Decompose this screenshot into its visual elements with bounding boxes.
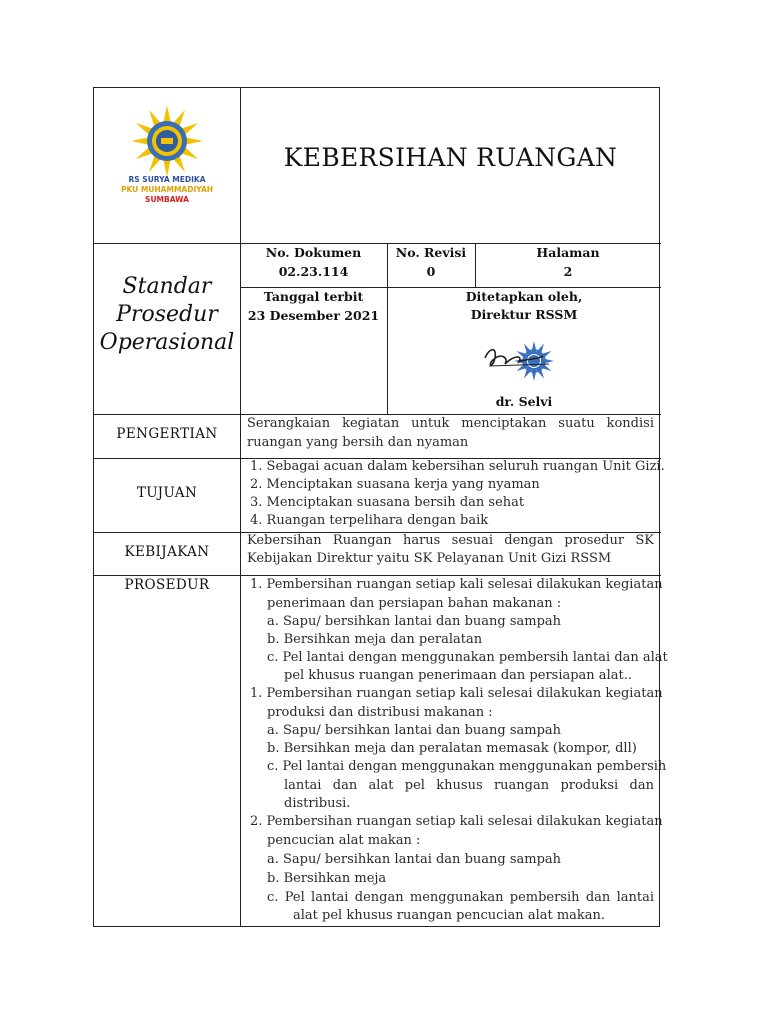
prosedur-line: distribusi. <box>284 796 351 811</box>
sop-label-line: Standar <box>122 274 212 299</box>
prosedur-line: c. Pel lantai dengan menggunakan pembersih dan lantai <box>267 890 654 905</box>
prosedur-line: pencucian alat makan : <box>267 833 421 848</box>
prosedur-line: a. Sapu/ bersihkan lantai dan buang sampah <box>267 614 562 629</box>
section-label-kebijakan: KEBIJAKAN <box>124 544 210 560</box>
tujuan-item: 4. Ruangan terpelihara dengan baik <box>250 513 489 528</box>
prosedur-line: a. Sapu/ bersihkan lantai dan buang sampah <box>267 852 562 867</box>
prosedur-line: b. Bersihkan meja <box>267 871 387 886</box>
prosedur-line: pel khusus ruangan penerimaan dan persiapan alat.. <box>284 668 632 683</box>
divider <box>94 243 661 244</box>
prosedur-line: b. Bersihkan meja dan peralatan <box>267 632 483 647</box>
prosedur-line: c. Pel lantai dengan menggunakan pembersih lantai dan alat <box>267 650 668 665</box>
kebijakan-text-line: Kebersihan Ruangan harus sesuai dengan prosedur SK <box>247 533 654 548</box>
prosedur-line: 2. Pembersihan ruangan setiap kali selesai dilakukan kegiatan <box>250 814 663 829</box>
pengertian-text-line: ruangan yang bersih dan nyaman <box>247 435 469 450</box>
section-label-tujuan: TUJUAN <box>136 485 198 501</box>
approved-by-label: Ditetapkan oleh, <box>465 289 583 304</box>
sop-label-line: Operasional <box>99 330 235 355</box>
prosedur-line: 1. Pembersihan ruangan setiap kali selesai dilakukan kegiatan <box>250 577 663 592</box>
divider <box>240 287 661 288</box>
sop-document <box>93 87 668 927</box>
hospital-logo <box>116 104 218 204</box>
document-title: KEBERSIHAN RUANGAN <box>283 143 618 172</box>
tujuan-item: 1. Sebagai acuan dalam kebersihan seluruh ruangan Unit Gizi. <box>250 459 665 474</box>
logo-name-line2: PKU MUHAMMADIYAH <box>120 185 214 194</box>
approver-title: Direktur RSSM <box>470 307 578 322</box>
sop-label <box>94 273 240 357</box>
prosedur-line: 1. Pembersihan ruangan setiap kali selesai dilakukan kegiatan <box>250 686 663 701</box>
revision-label: No. Revisi <box>395 245 467 260</box>
prosedur-line: b. Bersihkan meja dan peralatan memasak (kompor, dll) <box>267 741 637 756</box>
signature-stamp-icon <box>479 336 569 386</box>
divider <box>94 414 661 415</box>
revision-value: 0 <box>426 264 436 279</box>
kebijakan-text-line: Kebijakan Direktur yaitu SK Pelayanan Unit Gizi RSSM <box>247 551 612 566</box>
pengertian-text-line: Serangkaian kegiatan untuk menciptakan suatu kondisi <box>247 416 654 431</box>
doc-number-value: 02.23.114 <box>278 264 349 279</box>
logo-name-line3: SUMBAWA <box>145 195 189 204</box>
sop-label-line: Prosedur <box>116 302 218 327</box>
prosedur-line: produksi dan distribusi makanan : <box>267 705 493 720</box>
divider <box>240 414 241 926</box>
prosedur-line: alat pel khusus ruangan pencucian alat makan. <box>293 908 606 923</box>
prosedur-line: a. Sapu/ bersihkan lantai dan buang sampah <box>267 723 562 738</box>
tujuan-item: 2. Menciptakan suasana kerja yang nyaman <box>250 477 540 492</box>
tujuan-item: 3. Menciptakan suasana bersih dan sehat <box>250 495 525 510</box>
issued-date-label: Tanggal terbit <box>263 289 364 304</box>
signature-stamp <box>479 336 569 386</box>
prosedur-line: c. Pel lantai dengan menggunakan menggunakan pembersih <box>267 759 667 774</box>
doc-number-label: No. Dokumen <box>265 245 362 260</box>
page-label: Halaman <box>536 245 600 260</box>
signer-name: dr. Selvi <box>495 394 553 409</box>
page-value: 2 <box>563 264 573 279</box>
prosedur-line: penerimaan dan persiapan bahan makanan : <box>267 596 562 611</box>
logo-name-line1: RS SURYA MEDIKA <box>128 175 206 184</box>
issued-date-value: 23 Desember 2021 <box>247 308 380 323</box>
prosedur-line: lantai dan alat pel khusus ruangan produksi dan <box>284 778 654 793</box>
section-label-pengertian: PENGERTIAN <box>116 426 218 442</box>
section-label-prosedur: PROSEDUR <box>124 577 210 593</box>
